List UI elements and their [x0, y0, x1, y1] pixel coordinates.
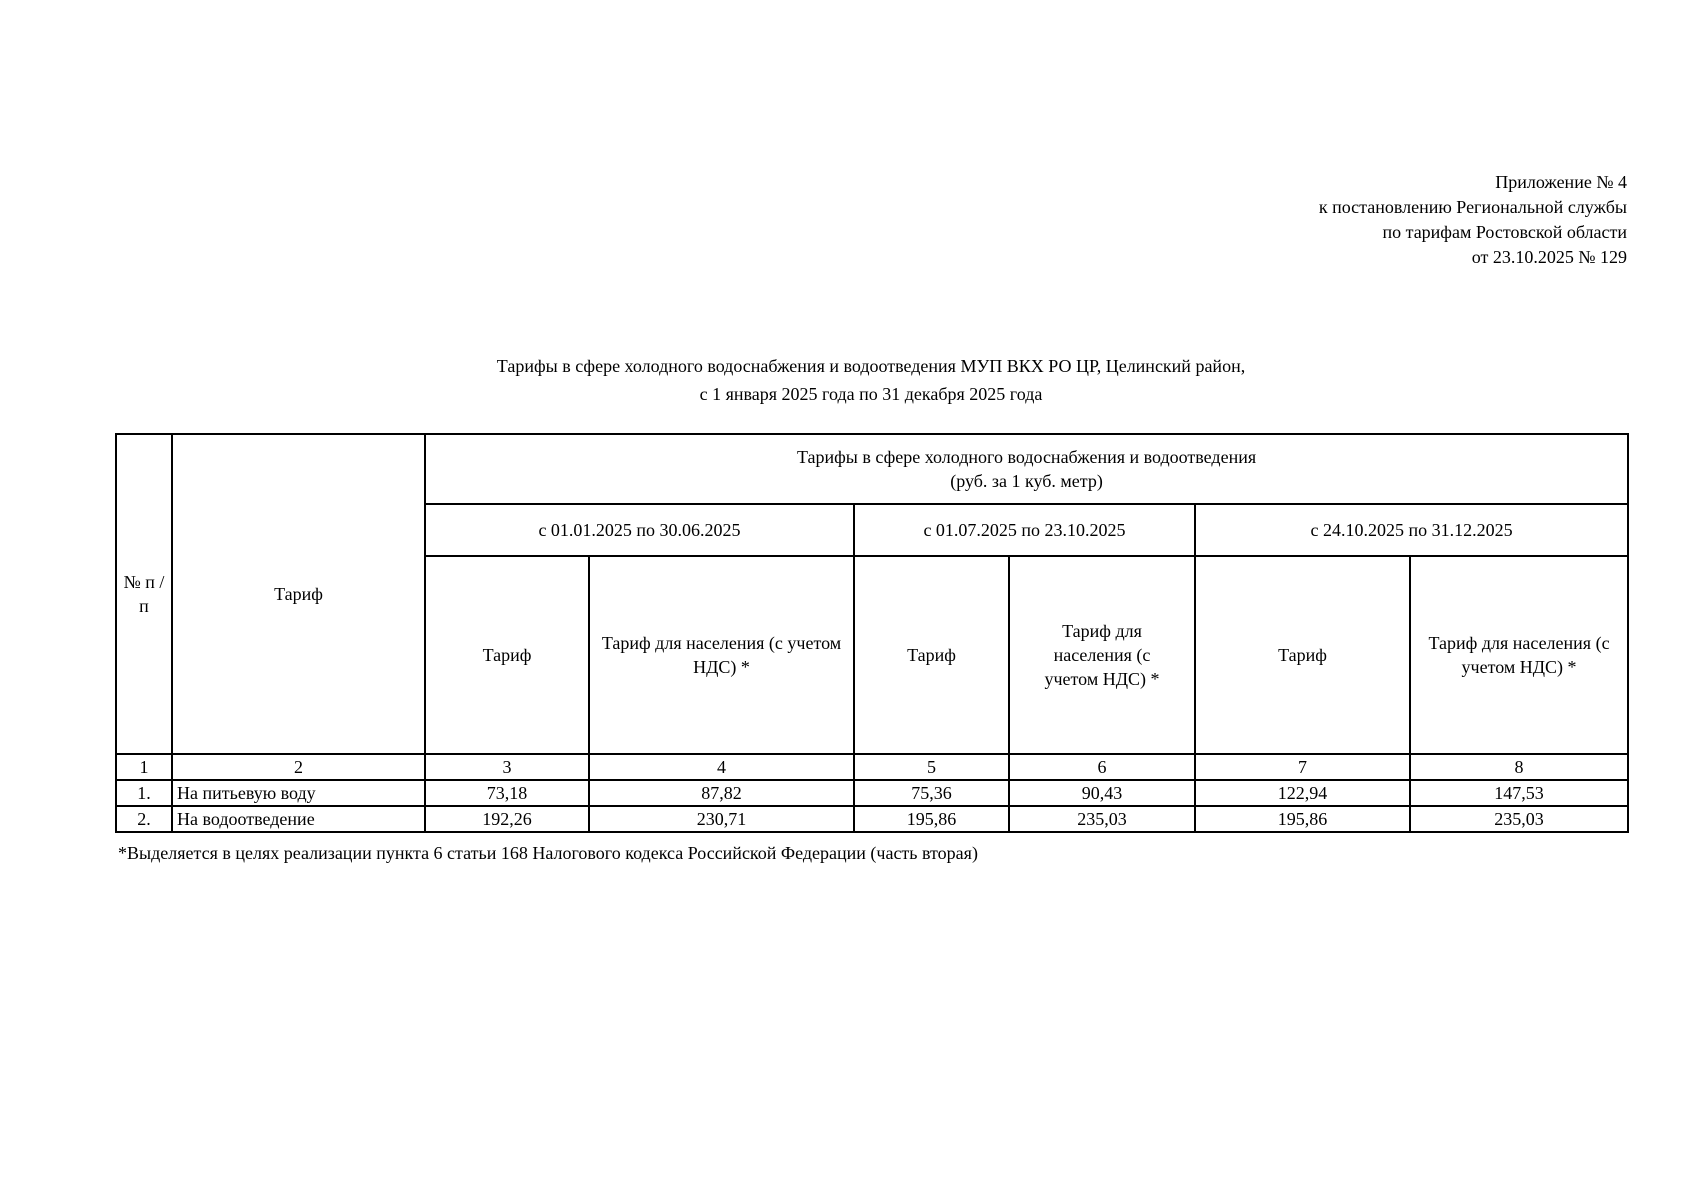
column-number: 5: [854, 754, 1009, 780]
header-period-3: с 24.10.2025 по 31.12.2025: [1195, 504, 1628, 556]
annex-line: по тарифам Ростовской области: [1382, 222, 1627, 242]
document-title: [0, 352, 1698, 408]
row-value: 230,71: [589, 806, 854, 832]
tariffs-table: [115, 433, 1629, 833]
row-value: 122,94: [1195, 780, 1410, 806]
row-value: 75,36: [854, 780, 1009, 806]
row-value: 192,26: [425, 806, 589, 832]
header-sub-population: Тариф для населения (с учетом НДС) *: [1410, 556, 1628, 754]
header-sub-population: Тариф для населения (с учетом НДС) *: [1009, 556, 1195, 754]
column-number: 7: [1195, 754, 1410, 780]
table-row: [116, 806, 1628, 832]
row-name: На водоотведение: [172, 806, 425, 832]
footnote: *Выделяется в целях реализации пункта 6 статьи 168 Налогового кодекса Российской Федерации (часть вторая): [118, 843, 978, 863]
header-group: [425, 434, 1628, 504]
annex-line: от 23.10.2025 № 129: [1471, 247, 1627, 267]
row-value: 235,03: [1410, 806, 1628, 832]
annex-line: Приложение № 4: [1495, 172, 1627, 192]
column-number: 8: [1410, 754, 1628, 780]
row-name: На питьевую воду: [172, 780, 425, 806]
header-group-title: Тарифы в сфере холодного водоснабжения и водоотведения: [796, 447, 1257, 467]
row-value: 195,86: [1195, 806, 1410, 832]
row-number: 1.: [116, 780, 172, 806]
annex-line: к постановлению Региональной службы: [1318, 197, 1627, 217]
row-value: 73,18: [425, 780, 589, 806]
header-sub-tariff: Тариф: [854, 556, 1009, 754]
row-number: 2.: [116, 806, 172, 832]
row-value: 147,53: [1410, 780, 1628, 806]
column-number: 6: [1009, 754, 1195, 780]
column-number-row: [116, 754, 1628, 780]
column-number: 4: [589, 754, 854, 780]
row-value: 195,86: [854, 806, 1009, 832]
header-group-unit: (руб. за 1 куб. метр): [950, 471, 1103, 491]
header-sub-tariff: Тариф: [1195, 556, 1410, 754]
column-number: 2: [172, 754, 425, 780]
header-number-col: № п /п: [116, 434, 172, 754]
header-period-1: с 01.01.2025 по 30.06.2025: [425, 504, 854, 556]
row-value: 87,82: [589, 780, 854, 806]
column-number: 3: [425, 754, 589, 780]
title-line: Тарифы в сфере холодного водоснабжения и водоотведения МУП ВКХ РО ЦР, Целинский район,: [496, 356, 1246, 376]
header-sub-population: Тариф для населения (с учетом НДС) *: [589, 556, 854, 754]
title-line: с 1 января 2025 года по 31 декабря 2025 года: [699, 384, 1043, 404]
header-tariff-col: Тариф: [172, 434, 425, 754]
row-value: 235,03: [1009, 806, 1195, 832]
header-period-2: с 01.07.2025 по 23.10.2025: [854, 504, 1195, 556]
row-value: 90,43: [1009, 780, 1195, 806]
table-row: [116, 780, 1628, 806]
annex-header: [1319, 170, 1627, 270]
header-sub-tariff: Тариф: [425, 556, 589, 754]
column-number: 1: [116, 754, 172, 780]
